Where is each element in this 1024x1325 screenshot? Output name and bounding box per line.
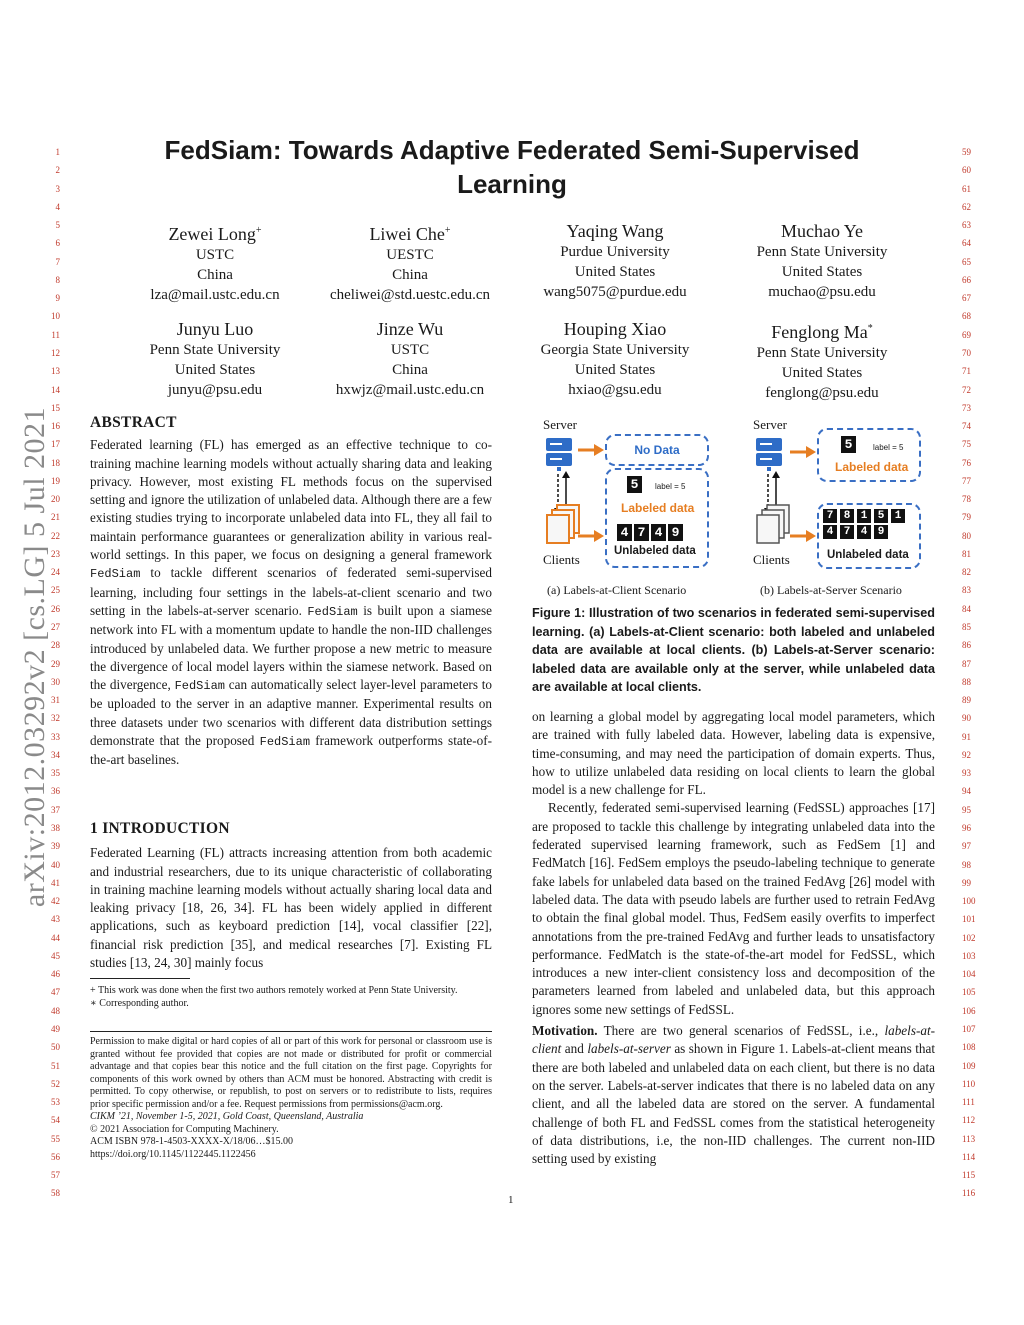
unlabeled-digits-a — [617, 523, 685, 541]
author-country: United States — [781, 264, 863, 280]
line-number-right: 75 — [962, 439, 971, 450]
line-number-left: 48 — [51, 1005, 60, 1016]
line-number-right: 112 — [962, 1115, 976, 1126]
line-number-right: 90 — [962, 713, 971, 724]
subcaption-b: (b) Labels-at-Server Scenario — [760, 583, 902, 597]
client-unlabeled-box — [817, 503, 921, 569]
line-number-left: 57 — [51, 1170, 60, 1181]
author-card — [515, 220, 715, 302]
line-number-right: 64 — [962, 238, 971, 249]
doi-link[interactable]: https://doi.org/10.1145/1122445.1122456 — [90, 1148, 256, 1160]
line-number-left: 31 — [51, 695, 60, 706]
line-number-right: 81 — [962, 548, 971, 559]
footnote-star: ∗ Corresponding author. — [90, 997, 189, 1009]
line-number-left: 21 — [51, 512, 60, 523]
line-number-right: 65 — [962, 256, 971, 267]
digit: 4 — [617, 524, 632, 541]
author-country: United States — [574, 264, 656, 280]
author-affiliation: Georgia State University — [540, 342, 690, 358]
isbn: ACM ISBN 978-1-4503-XXXX-X/18/06…$15.00 — [90, 1136, 294, 1147]
line-number-left: 56 — [51, 1151, 60, 1162]
line-number-left: 25 — [51, 585, 60, 596]
line-number-left: 1 — [55, 147, 60, 157]
line-number-right: 104 — [962, 969, 976, 980]
line-number-right: 99 — [962, 877, 971, 888]
labeled-digit: 5 — [627, 476, 642, 493]
author-email[interactable]: hxiao@gsu.edu — [568, 382, 662, 398]
line-number-right: 70 — [962, 347, 971, 358]
line-number-left: 30 — [51, 676, 60, 687]
author-name: Zewei Long+ — [168, 224, 262, 244]
paragraph-motivation: Motivation. There are two general scenarios of FedSSL, i.e., labels-at-client and labels-at-server as shown in Figure 1. Labels-at-client means that there are both labeled and unlabeled data on each client, but there is no data on the server. Labels-at-server indicates that there is no labeled data on any client, and all the labeled data are stored on the server. A fundamental challenge of both FL and FedSSL comes from the statistical heterogeneity of data distributions, i.e, the non-IID challenges. The current non-IID setting used by existing — [532, 1023, 935, 1167]
line-number-right: 89 — [962, 695, 971, 706]
labeled-data-label-a: Labeled data — [621, 501, 695, 515]
unlabeled-digits-b — [823, 509, 919, 541]
line-number-right: 88 — [962, 676, 971, 687]
author-name: Houping Xiao — [563, 319, 667, 339]
line-number-right: 74 — [962, 421, 971, 432]
line-number-right: 110 — [962, 1078, 976, 1089]
line-number-right: 102 — [962, 932, 976, 943]
line-number-left: 52 — [51, 1078, 60, 1089]
line-number-left: 49 — [51, 1023, 60, 1034]
line-number-left: 32 — [51, 713, 60, 724]
author-country: China — [392, 267, 428, 283]
line-number-right: 66 — [962, 274, 971, 285]
digit: 7 — [634, 524, 649, 541]
no-data-box — [605, 434, 709, 466]
arrow-right-icon — [578, 444, 604, 456]
right-column-text — [532, 708, 935, 1168]
line-number-left: 15 — [51, 402, 60, 413]
line-number-left: 36 — [51, 786, 60, 797]
author-country: China — [197, 267, 233, 283]
clients-icon-b — [753, 503, 793, 547]
line-number-right: 80 — [962, 530, 971, 541]
line-number-left: 27 — [51, 622, 60, 633]
client-data-box — [605, 468, 709, 568]
line-number-left: 50 — [51, 1042, 60, 1053]
line-number-right: 78 — [962, 494, 971, 505]
digit: 4 — [857, 525, 871, 539]
line-number-right: 73 — [962, 402, 971, 413]
line-number-right: 83 — [962, 585, 971, 596]
line-number-right: 100 — [962, 896, 976, 907]
line-number-right: 82 — [962, 567, 971, 578]
clients-label-b: Clients — [753, 552, 790, 567]
author-card — [310, 318, 510, 400]
line-number-right: 69 — [962, 329, 971, 340]
line-number-left: 4 — [55, 201, 60, 212]
line-number-right: 63 — [962, 220, 971, 231]
line-number-right: 93 — [962, 768, 971, 779]
author-email[interactable]: junyu@psu.edu — [167, 382, 263, 398]
line-number-left: 37 — [51, 804, 60, 815]
line-number-right: 61 — [962, 183, 971, 194]
permission-text: Permission to make digital or hard copies of all or part of this work for personal or classroom use is granted without fee provided that copies are not made or distributed for profit or commercial advantage and that copies bear this notice and the full citation on the first page. Copyrights for components of this work owned by others than ACM must be honored. Abstracting with credit is permitted. To copy otherwise, or republish, to post on servers or to redistribute to lists, requires prior specific permission and/or a fee. Request permissions from permissions@acm.org. — [90, 1036, 492, 1110]
author-email[interactable]: fenglong@psu.edu — [765, 385, 879, 401]
author-affiliation: USTC — [195, 247, 235, 263]
digit: 5 — [874, 509, 888, 523]
clients-label-a: Clients — [543, 552, 580, 567]
line-number-left: 22 — [51, 530, 60, 541]
line-number-right: 116 — [962, 1188, 976, 1199]
line-number-left: 46 — [51, 969, 60, 980]
line-number-left: 55 — [51, 1133, 60, 1144]
author-card — [115, 220, 315, 305]
author-email[interactable]: wang5075@purdue.edu — [543, 284, 687, 300]
author-country: United States — [174, 362, 256, 378]
clients-icon — [543, 503, 583, 547]
unlabeled-data-label-b: Unlabeled data — [827, 549, 909, 561]
subcaption-a: (a) Labels-at-Client Scenario — [547, 583, 687, 597]
line-number-right: 101 — [962, 914, 976, 925]
line-number-left: 11 — [51, 329, 60, 340]
server-label-b: Server — [753, 417, 787, 432]
line-number-right: 85 — [962, 622, 971, 633]
author-affiliation: Purdue University — [560, 244, 670, 260]
line-number-right: 105 — [962, 987, 976, 998]
line-number-right: 96 — [962, 822, 971, 833]
line-number-right: 72 — [962, 384, 971, 395]
server-icon — [543, 436, 577, 472]
author-card — [115, 318, 315, 400]
author-card — [515, 318, 715, 400]
labeled-digit-b: 5 — [841, 436, 856, 453]
line-number-left: 2 — [55, 165, 60, 176]
label-tag-b: label = 5 — [873, 443, 904, 452]
author-email[interactable]: lza@mail.ustc.edu.cn — [150, 287, 280, 303]
line-number-left: 45 — [51, 950, 60, 961]
line-number-right: 97 — [962, 841, 971, 852]
line-number-right: 91 — [962, 731, 971, 742]
line-number-right: 76 — [962, 457, 971, 468]
line-number-right: 115 — [962, 1170, 976, 1181]
line-number-left: 40 — [51, 859, 60, 870]
line-number-left: 54 — [51, 1115, 60, 1126]
line-number-right: 71 — [962, 366, 971, 377]
author-email[interactable]: hxwjz@mail.ustc.edu.cn — [335, 382, 485, 398]
line-number-left: 20 — [51, 494, 60, 505]
digit: 7 — [823, 509, 837, 523]
line-number-left: 24 — [51, 567, 60, 578]
paper-title: FedSiam: Towards Adaptive Federated Semi-Supervised Learning — [164, 135, 860, 199]
author-name: Fenglong Ma* — [771, 322, 873, 342]
line-number-right: 108 — [962, 1042, 976, 1053]
permission-rule — [90, 1031, 492, 1032]
line-number-right: 94 — [962, 786, 971, 797]
author-name: Junyu Luo — [176, 319, 254, 339]
line-number-left: 14 — [51, 384, 60, 395]
author-card — [722, 220, 922, 302]
line-number-left: 47 — [51, 987, 60, 998]
server-label-a: Server — [543, 417, 577, 432]
author-card — [310, 220, 510, 305]
server-icon-b — [753, 436, 787, 472]
digit: 9 — [874, 525, 888, 539]
line-number-left: 19 — [51, 475, 60, 486]
line-number-left: 39 — [51, 841, 60, 852]
server-data-box — [817, 428, 921, 482]
digit: 9 — [668, 524, 683, 541]
footnote-rule — [90, 978, 190, 979]
line-number-left: 53 — [51, 1097, 60, 1108]
line-number-right: 92 — [962, 749, 971, 760]
line-number-left: 9 — [55, 293, 60, 304]
introduction-text: Federated Learning (FL) attracts increasing attention from both academic and industrial researchers, due to its unique characteristic of collaborating in training machine learning models without actually sharing local data and leaking privacy [18, 26, 34]. FL has been widely applied in different applications, such as keyboard prediction [14], vocal classifier [22], financial risk prediction [35], and medical researches [7]. Existing FL studies [13, 24, 30] mainly focus — [90, 845, 492, 971]
line-number-right: 77 — [962, 475, 971, 486]
arrow-right-icon-3 — [790, 446, 816, 458]
author-name: Yaqing Wang — [566, 221, 664, 241]
line-number-right: 106 — [962, 1005, 976, 1016]
unlabeled-data-label-a: Unlabeled data — [614, 545, 696, 557]
author-email[interactable]: cheliwei@std.uestc.edu.cn — [329, 287, 490, 303]
line-number-right: 84 — [962, 603, 971, 614]
line-number-right: 86 — [962, 640, 971, 651]
author-affiliation: Penn State University — [756, 345, 888, 361]
introduction-heading: 1 INTRODUCTION — [90, 820, 230, 837]
label-tag-a: label = 5 — [655, 482, 686, 491]
introduction-section — [90, 820, 492, 972]
labeled-data-label-b: Labeled data — [835, 460, 909, 474]
line-number-left: 8 — [55, 274, 60, 285]
line-number-right: 60 — [962, 165, 971, 176]
line-number-left: 7 — [55, 256, 60, 267]
line-number-right: 107 — [962, 1023, 976, 1034]
line-number-left: 23 — [51, 548, 60, 559]
line-number-right: 111 — [962, 1097, 975, 1108]
line-number-left: 42 — [51, 896, 60, 907]
line-number-left: 16 — [51, 421, 60, 432]
paragraph-1: on learning a global model by aggregating local model parameters, which are trained with fully labeled data. However, labeling data is expensive, time-consuming, and may need the participation of domain experts. Thus, how to utilize unlabeled data residing on local clients to learn the global model is a new challenge for FL. — [532, 709, 935, 798]
figure-caption: Figure 1: Illustration of two scenarios in federated semi-supervised learning. (a) Labels-at-Client scenario: both labeled and unlabeled data are available at local clients. (b) Labels-at-Server scenario: labeled data are available only at the server, while unlabeled data are available at local clients. — [532, 606, 935, 694]
author-email[interactable]: muchao@psu.edu — [768, 284, 876, 300]
copyright: © 2021 Association for Computing Machinery. — [90, 1123, 279, 1135]
digit: 4 — [651, 524, 666, 541]
line-number-left: 13 — [51, 366, 60, 377]
abstract-section — [90, 414, 492, 770]
author-country: United States — [574, 362, 656, 378]
venue: CIKM ’21, November 1-5, 2021, Gold Coast, Queensland, Australia — [90, 1111, 364, 1122]
no-data-label: No Data — [634, 443, 680, 457]
line-number-left: 28 — [51, 640, 60, 651]
line-number-left: 10 — [51, 311, 60, 322]
line-number-left: 41 — [51, 877, 60, 888]
abstract-heading: ABSTRACT — [90, 414, 177, 431]
author-affiliation: Penn State University — [756, 244, 888, 260]
author-card — [722, 318, 922, 403]
arrow-right-icon-2 — [578, 530, 604, 542]
line-number-right: 67 — [962, 293, 971, 304]
digit: 7 — [840, 525, 854, 539]
line-number-left: 5 — [55, 220, 60, 231]
line-number-right: 79 — [962, 512, 971, 523]
digit: 8 — [840, 509, 854, 523]
permission-block — [90, 1036, 492, 1161]
line-number-right: 113 — [962, 1133, 976, 1144]
author-country: United States — [781, 365, 863, 381]
line-number-left: 18 — [51, 457, 60, 468]
line-number-right: 98 — [962, 859, 971, 870]
line-number-left: 35 — [51, 768, 60, 779]
digit: 1 — [891, 509, 905, 523]
line-number-left: 3 — [55, 183, 60, 194]
line-number-right: 87 — [962, 658, 971, 669]
line-number-left: 17 — [51, 439, 60, 450]
author-name: Liwei Che+ — [369, 224, 451, 244]
author-affiliation: USTC — [390, 342, 430, 358]
line-number-left: 12 — [51, 347, 60, 358]
arrow-right-icon-4 — [790, 530, 816, 542]
line-number-right: 95 — [962, 804, 971, 815]
page-number: 1 — [508, 1194, 514, 1206]
line-number-left: 44 — [51, 932, 60, 943]
author-country: China — [392, 362, 428, 378]
line-number-right: 62 — [962, 201, 971, 212]
line-number-right: 68 — [962, 311, 971, 322]
line-number-left: 43 — [51, 914, 60, 925]
paragraph-2: Recently, federated semi-supervised learning (FedSSL) approaches [17] are proposed to tackle this challenge by integrating unlabeled data into the federated supervised learning framework, such as FedSem [1] and FedMatch [16]. FedSem employs the pseudo-labeling technique to generate fake labels for unlabeled data based on the trained FedAvg [26] model with labeled data. The data with pseudo labels are further used to retrain FedAvg to obtain the final global model. Thus, FedSem easily overfits to imperfect annotations from the pre-trained FedAvg and further leads to unsatisfactory performance. FedMatch is the state-of-the-art model for FedSSL, which introduces a new inter-client consistency loss and decomposition of the parameters learned from labeled and unlabeled data, but this approach ignores some new settings of FedSSL. — [532, 800, 935, 1017]
footnotes — [90, 985, 492, 1010]
author-name: Muchao Ye — [780, 221, 863, 241]
arxiv-stamp: arXiv:2012.03292v2 [cs.LG] 5 Jul 2021 — [18, 406, 51, 908]
line-number-left: 38 — [51, 822, 60, 833]
author-affiliation: UESTC — [386, 247, 434, 263]
footnote-plus: + This work was done when the first two authors remotely worked at Penn State University. — [90, 985, 458, 996]
line-number-left: 26 — [51, 603, 60, 614]
author-name: Jinze Wu — [376, 319, 444, 339]
line-number-left: 51 — [51, 1060, 60, 1071]
line-number-right: 114 — [962, 1151, 976, 1162]
abstract-text: Federated learning (FL) has emerged as an effective technique to co-training machine learning models without actually sharing data and leaking privacy. However, most existing FL methods focus on the supervised setting and ignore the utilization of unlabeled data. Although there are a few existing studies trying to incorporate unlabeled data into FL, they all fail to maintain performance guarantees or generalization ability in various real-world settings. In this paper, we focus on designing a general framework FedSiam to tackle different scenarios of federated semi-supervised learning, including four settings in the labels-at-client scenario and two setting in the labels-at-server scenario. FedSiam is built upon a siamese network into FL with a momentum update to handle the non-IID challenges introduced by unlabeled data. We further propose a new metric to measure the divergence of local model layers within the siamese network. Based on the divergence, FedSiam can automatically select layer-level parameters to be uploaded to the server in an adaptive manner. Experimental results on three datasets under two scenarios with different data distribution settings demonstrate that the proposed FedSiam framework outperforms state-of-the-art baselines. — [90, 437, 493, 768]
line-number-right: 109 — [962, 1060, 976, 1071]
line-number-right: 103 — [962, 950, 976, 961]
line-number-left: 33 — [51, 731, 60, 742]
digit: 4 — [823, 525, 837, 539]
line-number-right: 59 — [962, 147, 971, 157]
line-number-left: 58 — [51, 1188, 60, 1199]
line-number-left: 34 — [51, 749, 60, 760]
line-number-left: 29 — [51, 658, 60, 669]
line-number-left: 6 — [55, 238, 60, 249]
digit: 1 — [857, 509, 871, 523]
author-affiliation: Penn State University — [149, 342, 281, 358]
